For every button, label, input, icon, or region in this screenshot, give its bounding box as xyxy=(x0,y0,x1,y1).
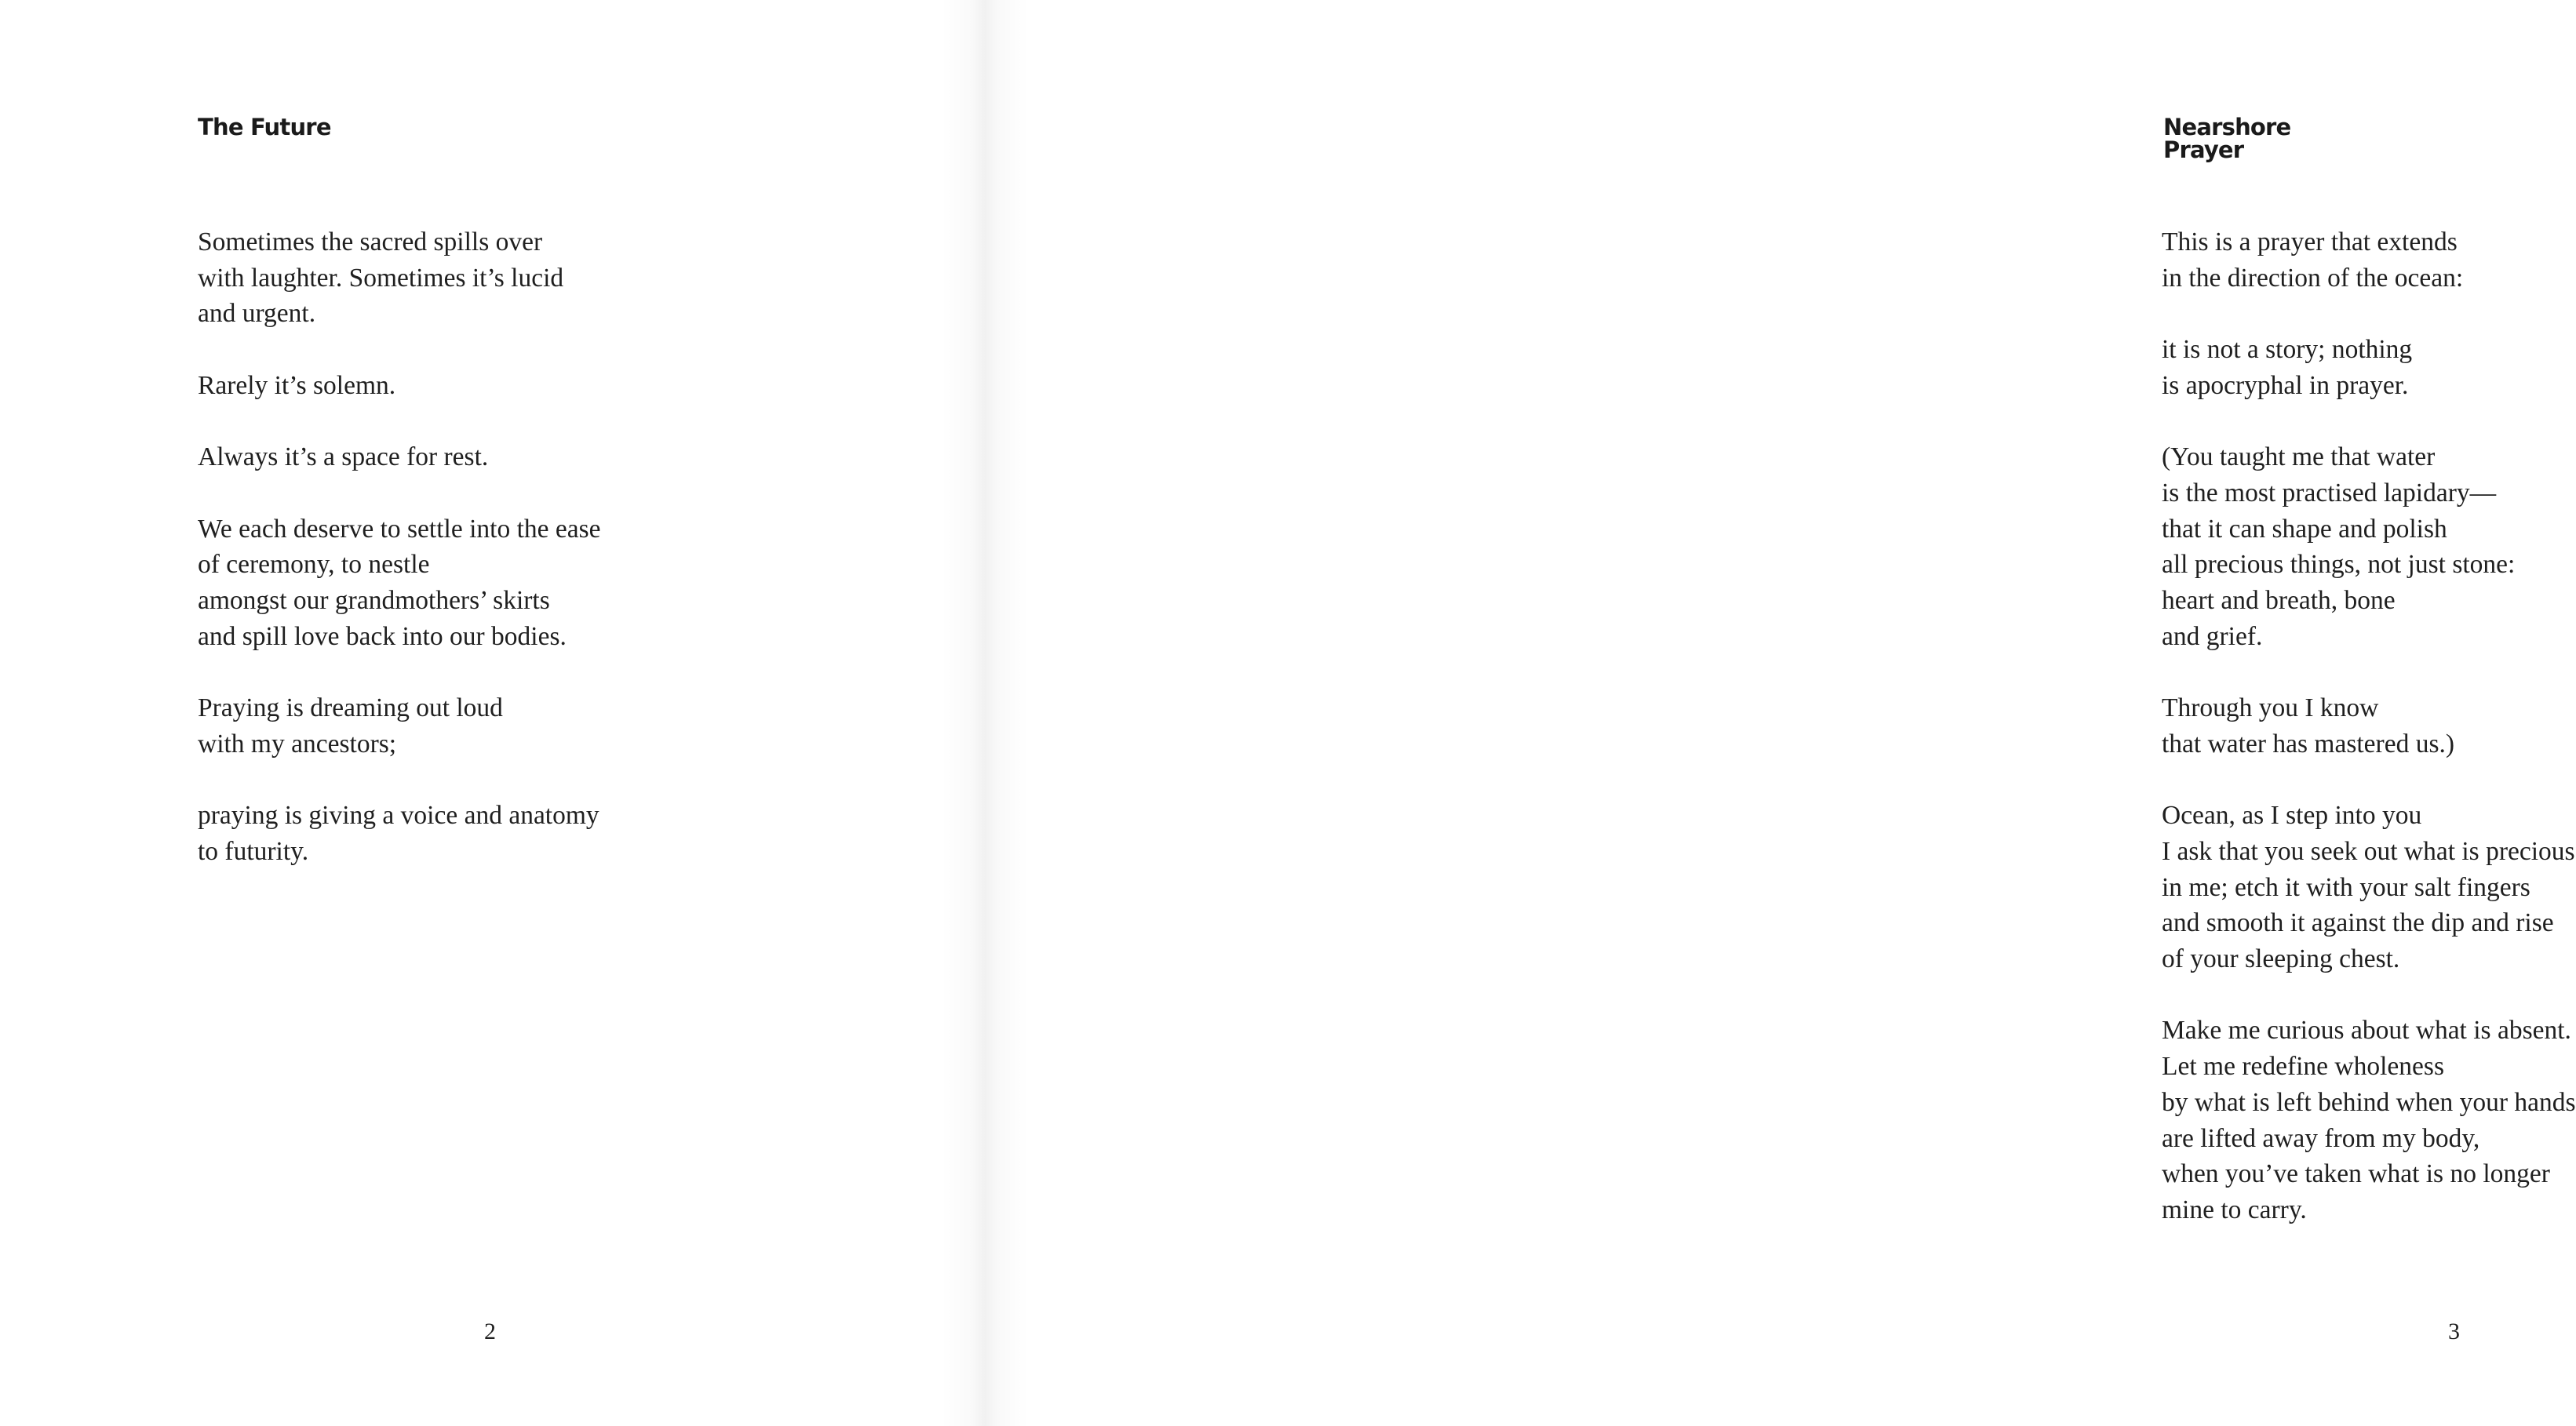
poem-line: This is a prayer that extends xyxy=(2162,227,2458,256)
stanza xyxy=(198,439,601,475)
poem-line: heart and breath, bone xyxy=(2162,586,2396,615)
poem-line: with laughter. Sometimes it’s lucid xyxy=(198,263,564,293)
poem-line: Let me redefine wholeness xyxy=(2162,1052,2444,1082)
stanza xyxy=(2162,332,2576,403)
stanza xyxy=(2162,439,2576,654)
poem-line: Make me curious about what is absent. xyxy=(2162,1016,2571,1046)
right-page xyxy=(981,0,2576,1426)
poem-body xyxy=(198,224,601,905)
page-number: 2 xyxy=(484,1319,496,1344)
poem-line: by what is left behind when your hands xyxy=(2162,1087,2576,1117)
poem-line: to futurity. xyxy=(198,836,309,866)
left-page xyxy=(0,0,981,1426)
stanza xyxy=(2162,798,2576,977)
poem-line: Praying is dreaming out loud xyxy=(198,693,503,723)
poem-line: praying is giving a voice and anatomy xyxy=(198,801,599,831)
poem-line: and spill love back into our bodies. xyxy=(198,621,567,651)
poem-line: are lifted away from my body, xyxy=(2162,1123,2480,1153)
poem-line: in me; etch it with your salt fingers xyxy=(2162,872,2530,902)
poem-line: when you’ve taken what is no longer xyxy=(2162,1159,2550,1189)
poem-line: and grief. xyxy=(2162,621,2263,651)
poem-title: The Future xyxy=(198,114,331,140)
stanza xyxy=(2162,224,2576,296)
poem-line: Always it’s a space for rest. xyxy=(198,442,489,472)
poem-line: it is not a story; nothing xyxy=(2162,335,2413,365)
poem-body xyxy=(2162,224,2576,1264)
stanza xyxy=(2162,1013,2576,1228)
stanza xyxy=(2162,690,2576,762)
poem-line: and urgent. xyxy=(198,299,316,329)
poem-line: with my ancestors; xyxy=(198,729,397,758)
poem-line: that water has mastered us.) xyxy=(2162,729,2455,758)
poem-line: We each deserve to settle into the ease xyxy=(198,514,601,544)
poem-title: Nearshore Prayer xyxy=(2163,114,2291,163)
poem-line: Sometimes the sacred spills over xyxy=(198,227,543,256)
poem-line: that it can shape and polish xyxy=(2162,514,2447,544)
stanza xyxy=(198,690,601,762)
page-number: 3 xyxy=(2448,1319,2460,1344)
poem-line: amongst our grandmothers’ skirts xyxy=(198,585,550,615)
poem-line: all precious things, not just stone: xyxy=(2162,550,2516,580)
poem-line: is the most practised lapidary— xyxy=(2162,478,2497,507)
stanza xyxy=(198,511,601,655)
poem-line: Rarely it’s solemn. xyxy=(198,370,396,400)
poem-line: (You taught me that water xyxy=(2162,442,2436,472)
poem-line: Through you I know xyxy=(2162,693,2379,723)
poem-line: Ocean, as I step into you xyxy=(2162,801,2422,831)
poem-line: of your sleeping chest. xyxy=(2162,944,2400,973)
poem-line: in the direction of the ocean: xyxy=(2162,263,2464,293)
poem-line: is apocryphal in prayer. xyxy=(2162,370,2409,400)
poem-line: and smooth it against the dip and rise xyxy=(2162,908,2554,938)
stanza xyxy=(198,368,601,404)
stanza xyxy=(198,798,601,869)
poem-line: I ask that you seek out what is precious xyxy=(2162,836,2575,866)
stanza xyxy=(198,224,601,332)
poem-line: of ceremony, to nestle xyxy=(198,550,430,580)
poem-line: mine to carry. xyxy=(2162,1195,2307,1224)
